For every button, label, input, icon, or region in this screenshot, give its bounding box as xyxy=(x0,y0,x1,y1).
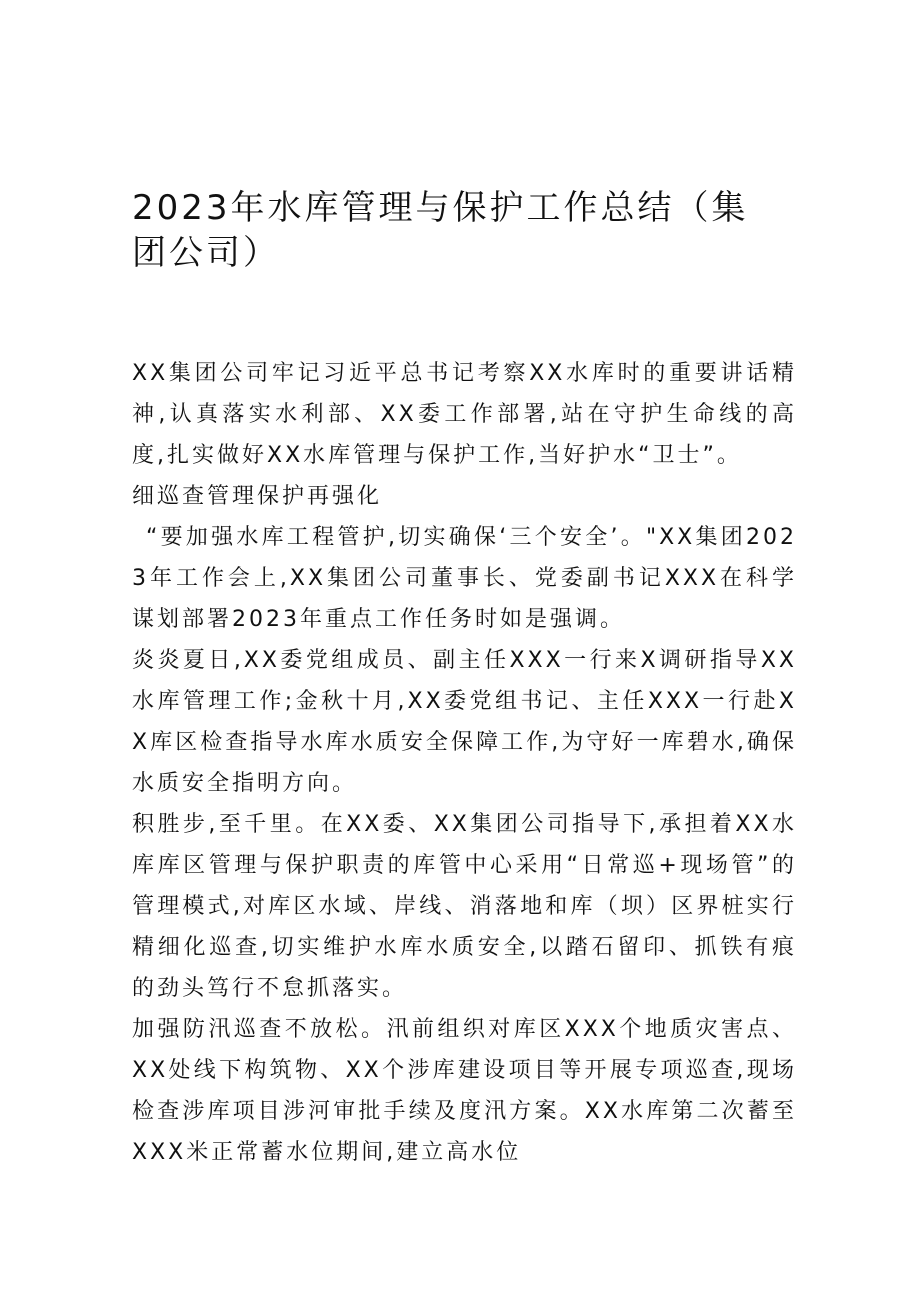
paragraph-inspection: 炎炎夏日,XX委党组成员、副主任XXX一行来X调研指导XX水库管理工作;金秋十月,XX委党组书记、主任XXX一行赴XX库区检查指导水库水质安全保障工作,为守好一库碧水,确保水质安全指明方向。 xyxy=(132,648,797,796)
paragraph-quote: “要加强水库工程管护,切实确保‘三个安全’。"XX集团2023年工作会上,XX集团公司董事长、党委副书记XXX在科学谋划部署2023年重点工作任务时如是强调。 xyxy=(132,525,797,632)
document-body xyxy=(132,353,797,1173)
paragraph-flood-patrol: 加强防汛巡查不放松。汛前组织对库区XXX个地质灾害点、XX处线下构筑物、XX个涉库建设项目等开展专项巡查,现场检查涉库项目涉河审批手续及度汛方案。XX水库第二次蓄至XXX米正常蓄水位期间,建立高水位 xyxy=(132,1017,797,1165)
document-title: 2023年水库管理与保护工作总结（集团公司） xyxy=(132,188,749,273)
paragraph-intro: XX集团公司牢记习近平总书记考察XX水库时的重要讲话精神,认真落实水利部、XX委工作部署,站在守护生命线的高度,扎实做好XX水库管理与保护工作,当好护水“卫士”。 xyxy=(132,361,797,468)
section-heading: 细巡查管理保护再强化 xyxy=(132,484,383,509)
paragraph-management: 积胜步,至千里。在XX委、XX集团公司指导下,承担着XX水库库区管理与保护职责的库管中心采用“日常巡+现场管”的管理模式,对库区水域、岸线、消落地和库（坝）区界桩实行精细化巡查,切实维护水库水质安全,以踏石留印、抓铁有痕的劲头笃行不怠抓落实。 xyxy=(132,812,797,1001)
